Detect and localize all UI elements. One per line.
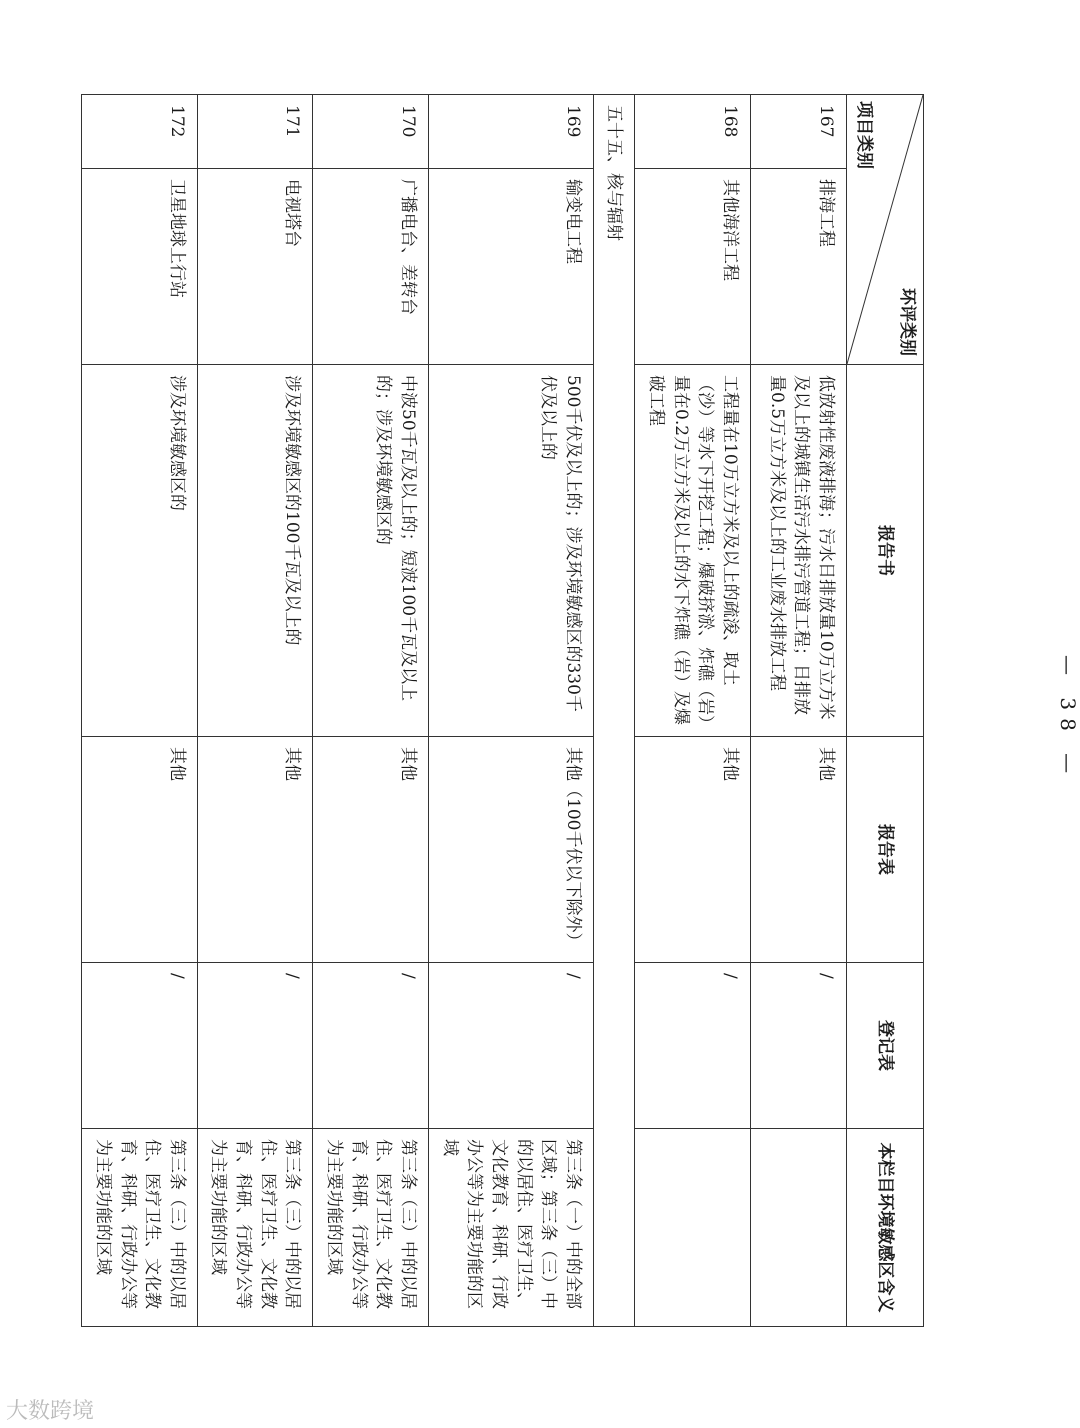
- header-report-form: 报告表: [847, 737, 924, 963]
- row-number: 171: [197, 95, 313, 169]
- environmental-category-table: [81, 94, 924, 1327]
- sensitive-area-definition: [635, 1129, 751, 1327]
- registration-criteria: /: [313, 963, 429, 1129]
- watermark-logo: 大数跨境: [6, 1399, 95, 1424]
- registration-criteria: /: [428, 963, 593, 1129]
- report-form-criteria: 其他: [313, 737, 429, 963]
- registration-criteria: /: [635, 963, 751, 1129]
- report-book-criteria: 500千伏及以上的；涉及环境敏感区的330千伏及以上的: [428, 365, 593, 737]
- header-eia-category: 环评类别: [897, 288, 917, 356]
- table-row: [751, 95, 847, 1327]
- header-project-category: 项目类别: [853, 101, 874, 169]
- section-row: [593, 95, 635, 1327]
- table-row: [428, 95, 593, 1327]
- header-registration-form: 登记表: [847, 963, 924, 1129]
- report-form-criteria: 其他: [82, 737, 198, 963]
- registration-criteria: /: [82, 963, 198, 1129]
- sensitive-area-definition: [751, 1129, 847, 1327]
- header-report-book: 报告书: [847, 365, 924, 737]
- sensitive-area-definition: 第三条（三）中的以居住、医疗卫生、文化教育、科研、行政办公等为主要功能的区域: [82, 1129, 198, 1327]
- sensitive-area-definition: 第三条（三）中的以居住、医疗卫生、文化教育、科研、行政办公等为主要功能的区域: [313, 1129, 429, 1327]
- sensitive-area-definition: 第三条（三）中的以居住、医疗卫生、文化教育、科研、行政办公等为主要功能的区域: [197, 1129, 313, 1327]
- report-book-criteria: 工程量在10万立方米及以上的疏浚、取土（沙）等水下开挖工程；爆破挤淤、炸礁（岩）量在0.2万立方米及以上的水下炸礁（岩）及爆破工程: [635, 365, 751, 737]
- row-number: 167: [751, 95, 847, 169]
- table-row: [635, 95, 751, 1327]
- table-row: [313, 95, 429, 1327]
- report-form-criteria: 其他: [635, 737, 751, 963]
- diagonal-header-cell: [847, 95, 924, 365]
- report-book-criteria: 低放射性废液排海；污水日排放量10万立方米及以上的城镇生活污水排污管道工程；日排放量0.5万立方米及以上的工业废水排放工程: [751, 365, 847, 737]
- table-row: [197, 95, 313, 1327]
- header-sensitive-area: 本栏目环境敏感区含义: [847, 1129, 924, 1327]
- project-name: 卫星地球上行站: [82, 169, 198, 365]
- row-number: 169: [428, 95, 593, 169]
- row-number: 170: [313, 95, 429, 169]
- report-form-criteria: 其他: [751, 737, 847, 963]
- report-book-criteria: 涉及环境敏感区的: [82, 365, 198, 737]
- report-form-criteria: 其他: [197, 737, 313, 963]
- row-number: 168: [635, 95, 751, 169]
- page-number: — 38 —: [1056, 655, 1080, 782]
- project-name: 广播电台、差转台: [313, 169, 429, 365]
- registration-criteria: /: [751, 963, 847, 1129]
- report-book-criteria: 涉及环境敏感区的100千瓦及以上的: [197, 365, 313, 737]
- registration-criteria: /: [197, 963, 313, 1129]
- table-row: [82, 95, 198, 1327]
- project-name: 其他海洋工程: [635, 169, 751, 365]
- report-form-criteria: 其他（100千伏以下除外）: [428, 737, 593, 963]
- row-number: 172: [82, 95, 198, 169]
- report-book-criteria: 中波50千瓦及以上的；短波100千瓦及以上的；涉及环境敏感区的: [313, 365, 429, 737]
- project-name: 电视塔台: [197, 169, 313, 365]
- table-header-row: [847, 95, 924, 1327]
- sensitive-area-definition: 第三条（一）中的全部区域；第三条（三）中的以居住、医疗卫生、文化教育、科研、行政办公等为主要功能的区域: [428, 1129, 593, 1327]
- project-name: 排海工程: [751, 169, 847, 365]
- project-name: 输变电工程: [428, 169, 593, 365]
- section-title: 五十五、核与辐射: [593, 95, 635, 1327]
